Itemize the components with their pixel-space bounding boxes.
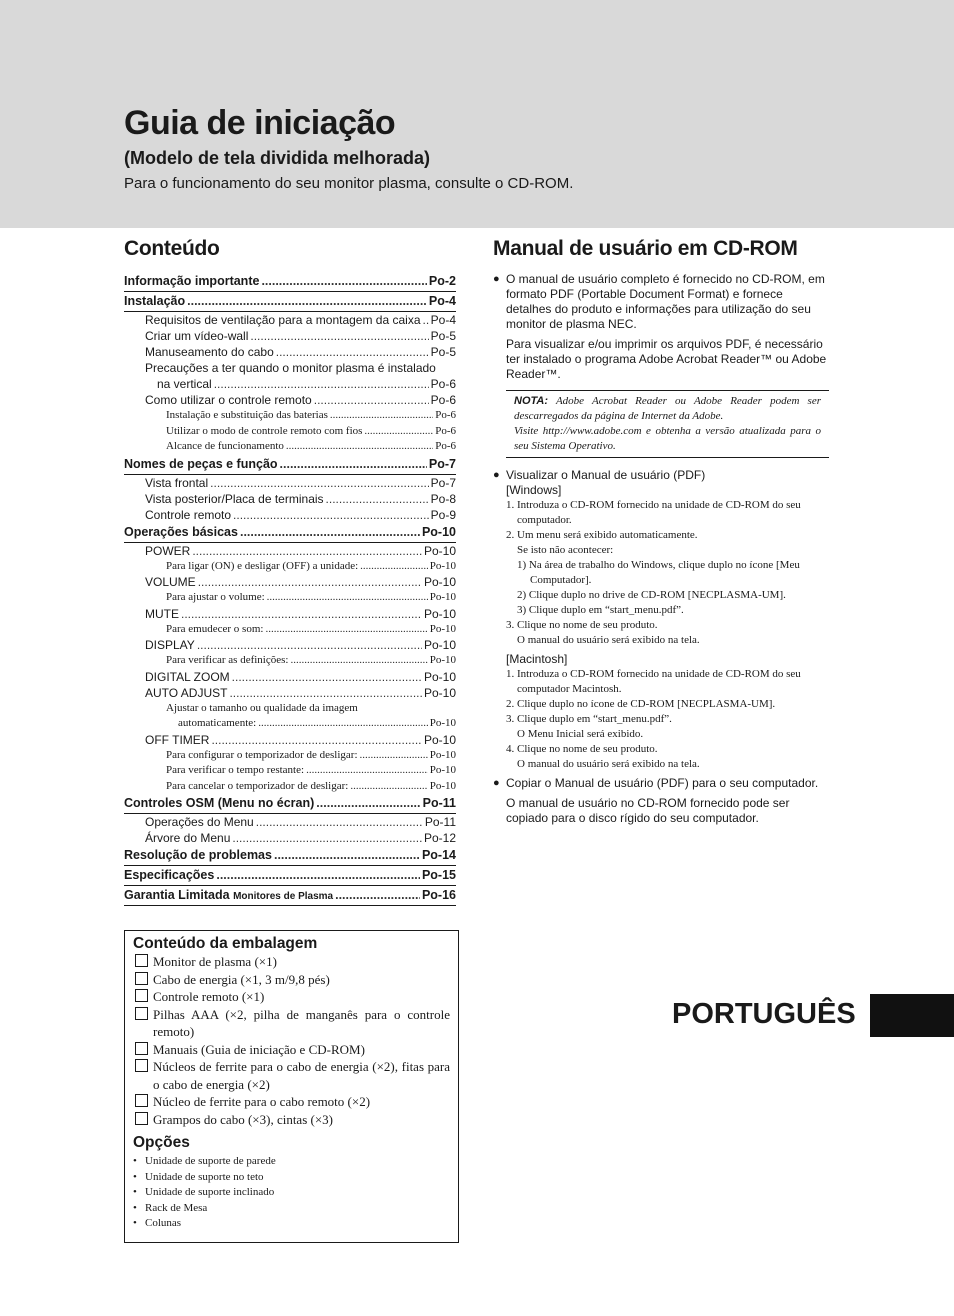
package-title: Conteúdo da embalagem — [133, 935, 318, 952]
toc-entry[interactable]: Garantia Limitada Monitores de Plasma ..... Po-16 — [124, 886, 456, 906]
toc-entry[interactable]: Operações do Menu ..... Po-11 — [124, 814, 456, 830]
windows-step: 2. Um menu será exibido automaticamente. — [506, 529, 698, 541]
toc-entry[interactable]: Vista posterior/Placa de terminais ..... Po-8 — [124, 491, 456, 507]
mac-step: 1. Introduza o CD-ROM fornecido na unidade de CD-ROM do seu computador Macintosh. — [506, 668, 801, 695]
toc-entry[interactable]: DISPLAY ..... Po-10 — [124, 637, 456, 653]
toc-entry[interactable]: MUTE ..... Po-10 — [124, 606, 456, 622]
toc-entry[interactable]: Informação importante ..... Po-2 — [124, 272, 456, 292]
windows-step-note: Se isto não acontecer: — [517, 544, 614, 556]
toc-entry[interactable]: Para ajustar o volume: ..... Po-10 — [124, 590, 456, 606]
toc-entry[interactable]: Para verificar as definições: ..... Po-10 — [124, 653, 456, 669]
toc-entry[interactable]: Vista frontal ..... Po-7 — [124, 475, 456, 491]
checkbox-icon — [135, 1042, 148, 1055]
manual-title: Manual de usuário em CD-ROM — [493, 237, 798, 260]
note-text-2: Visite http://www.adobe.com e obtenha a versão atualizada para o seu Sistema Operativo. — [514, 425, 821, 452]
toc-entry[interactable]: DIGITAL ZOOM ..... Po-10 — [124, 669, 456, 685]
toc-entry[interactable]: Especificações ..... Po-15 — [124, 866, 456, 886]
manual-requirements: Para visualizar e/ou imprimir os arquivos PDF, é necessário ter instalado o programa Adobe Acrobat Reader™ ou Adobe Reader™. — [506, 337, 827, 381]
checkbox-icon — [135, 972, 148, 985]
toc-entry[interactable]: Para verificar o tempo restante: ..... Po-10 — [124, 763, 456, 779]
toc-entry[interactable]: Alcance de funcionamento ..... Po-6 — [124, 439, 456, 455]
options-title: Opções — [133, 1134, 190, 1151]
toc-entry[interactable]: Ajustar o tamanho ou qualidade da imagem automaticamente: ..... Po-10 — [124, 701, 456, 732]
toc-entry[interactable]: OFF TIMER ..... Po-10 — [124, 732, 456, 748]
toc-entry[interactable]: Para cancelar o temporizador de desligar: ..... Po-10 — [124, 779, 456, 795]
toc-entry[interactable]: Manuseamento do cabo ..... Po-5 — [124, 344, 456, 360]
windows-label: [Windows] — [506, 483, 562, 497]
option-item: • Unidade de suporte de parede — [133, 1154, 450, 1170]
toc-entry[interactable]: POWER ..... Po-10 — [124, 543, 456, 559]
language-tab-block — [870, 994, 954, 1037]
toc-entry[interactable]: Para ligar (ON) e desligar (OFF) a unidade: ..... Po-10 — [124, 559, 456, 575]
windows-step: 3. Clique no nome de seu produto. — [506, 619, 658, 631]
copy-manual-text: O manual de usuário no CD-ROM fornecido pode ser copiado para o disco rígido do seu computador. — [506, 796, 790, 825]
package-item: Cabo de energia (×1, 3 m/9,8 pés) — [133, 971, 450, 989]
toc-entry[interactable]: Requisitos de ventilação para a montagem da caixa ..... Po-4 — [124, 312, 456, 328]
note-box — [506, 390, 829, 458]
toc-entry[interactable]: Para emudecer o som: ..... Po-10 — [124, 622, 456, 638]
package-item: Controle remoto (×1) — [133, 988, 450, 1006]
table-of-contents — [124, 272, 456, 906]
package-item: Monitor de plasma (×1) — [133, 953, 450, 971]
windows-step: 1. Introduza o CD-ROM fornecido na unidade de CD-ROM do seu computador. — [506, 499, 801, 526]
option-item: • Rack de Mesa — [133, 1201, 450, 1217]
package-item: Manuais (Guia de iniciação e CD-ROM) — [133, 1041, 450, 1059]
toc-entry[interactable]: Como utilizar o controle remoto ..... Po-6 — [124, 392, 456, 408]
toc-entry[interactable]: Controles OSM (Menu no écran) ..... Po-11 — [124, 794, 456, 814]
checkbox-icon — [135, 1094, 148, 1107]
mac-step: 2. Clique duplo no ícone de CD-ROM [NECPLASMA-UM]. — [506, 698, 776, 710]
package-contents-box — [124, 930, 459, 1243]
toc-entry[interactable]: Para configurar o temporizador de desligar: ..... Po-10 — [124, 748, 456, 764]
page-title: Guia de iniciação — [124, 104, 396, 142]
macintosh-label: [Macintosh] — [506, 652, 568, 666]
manual-intro: ● O manual de usuário completo é fornecido no CD-ROM, em formato PDF (Portable Document Format) e fornece detalhes do produto e informações para utilização do seu monitor de plasma NEC. — [493, 272, 829, 332]
package-item: Grampos do cabo (×3), cintas (×3) — [133, 1111, 450, 1129]
language-label: PORTUGUÊS — [672, 998, 856, 1030]
toc-entry[interactable]: VOLUME ..... Po-10 — [124, 574, 456, 590]
mac-step: 3. Clique duplo em “start_menu.pdf”. — [506, 713, 672, 725]
note-text: Adobe Acrobat Reader ou Adobe Reader podem ser descarregados da página de Internet da Adobe. — [514, 395, 821, 422]
toc-entry[interactable]: AUTO ADJUST ..... Po-10 — [124, 685, 456, 701]
toc-entry[interactable]: Controle remoto ..... Po-9 — [124, 507, 456, 523]
toc-entry[interactable]: Instalação e substituição das baterias ..... Po-6 — [124, 408, 456, 424]
windows-step-note: O manual do usuário será exibido na tela. — [517, 634, 700, 646]
copy-manual-heading: ● Copiar o Manual de usuário (PDF) para o seu computador. — [493, 776, 829, 791]
intro-text: Para o funcionamento do seu monitor plasma, consulte o CD-ROM. — [124, 175, 574, 192]
toc-entry[interactable]: Operações básicas ..... Po-10 — [124, 523, 456, 543]
mac-step-note: O Menu Inicial será exibido. — [517, 728, 644, 740]
note-label: NOTA: — [514, 395, 549, 407]
checkbox-icon — [135, 954, 148, 967]
view-manual-heading: ● Visualizar o Manual de usuário (PDF) — [493, 468, 829, 483]
toc-entry[interactable]: Criar um vídeo-wall ..... Po-5 — [124, 328, 456, 344]
package-item: Núcleos de ferrite para o cabo de energia (×2), fitas para o cabo de energia (×2) — [133, 1058, 450, 1093]
toc-entry[interactable]: Árvore do Menu ..... Po-12 — [124, 830, 456, 846]
checkbox-icon — [135, 1007, 148, 1020]
windows-substep: 2) Clique duplo no drive de CD-ROM [NECPLASMA-UM]. — [517, 589, 786, 601]
package-item: Pilhas AAA (×2, pilha de manganês para o controle remoto) — [133, 1006, 450, 1041]
option-item: • Colunas — [133, 1216, 450, 1232]
toc-entry[interactable]: Nomes de peças e função ..... Po-7 — [124, 455, 456, 475]
manual-section — [493, 272, 829, 826]
package-item: Núcleo de ferrite para o cabo remoto (×2) — [133, 1093, 450, 1111]
option-item: • Unidade de suporte no teto — [133, 1170, 450, 1186]
options-list — [133, 1154, 450, 1232]
checkbox-icon — [135, 1059, 148, 1072]
windows-substep: 3) Clique duplo em “start_menu.pdf”. — [517, 604, 684, 616]
toc-entry[interactable]: Resolução de problemas ..... Po-14 — [124, 846, 456, 866]
mac-step-note: O manual do usuário será exibido na tela. — [517, 758, 700, 770]
checkbox-icon — [135, 1112, 148, 1125]
page-subtitle: (Modelo de tela dividida melhorada) — [124, 148, 431, 168]
toc-entry[interactable]: Utilizar o modo de controle remoto com fios ..... Po-6 — [124, 424, 456, 440]
mac-step: 4. Clique no nome de seu produto. — [506, 743, 658, 755]
windows-substep: 1) Na área de trabalho do Windows, clique duplo no ícone [Meu Computador]. — [517, 559, 800, 586]
option-item: • Unidade de suporte inclinado — [133, 1185, 450, 1201]
contents-title: Conteúdo — [124, 237, 220, 260]
toc-entry[interactable]: Instalação ..... Po-4 — [124, 292, 456, 312]
checkbox-icon — [135, 989, 148, 1002]
toc-entry[interactable]: Precauções a ter quando o monitor plasma é instalado na vertical ..... Po-6 — [124, 360, 456, 392]
